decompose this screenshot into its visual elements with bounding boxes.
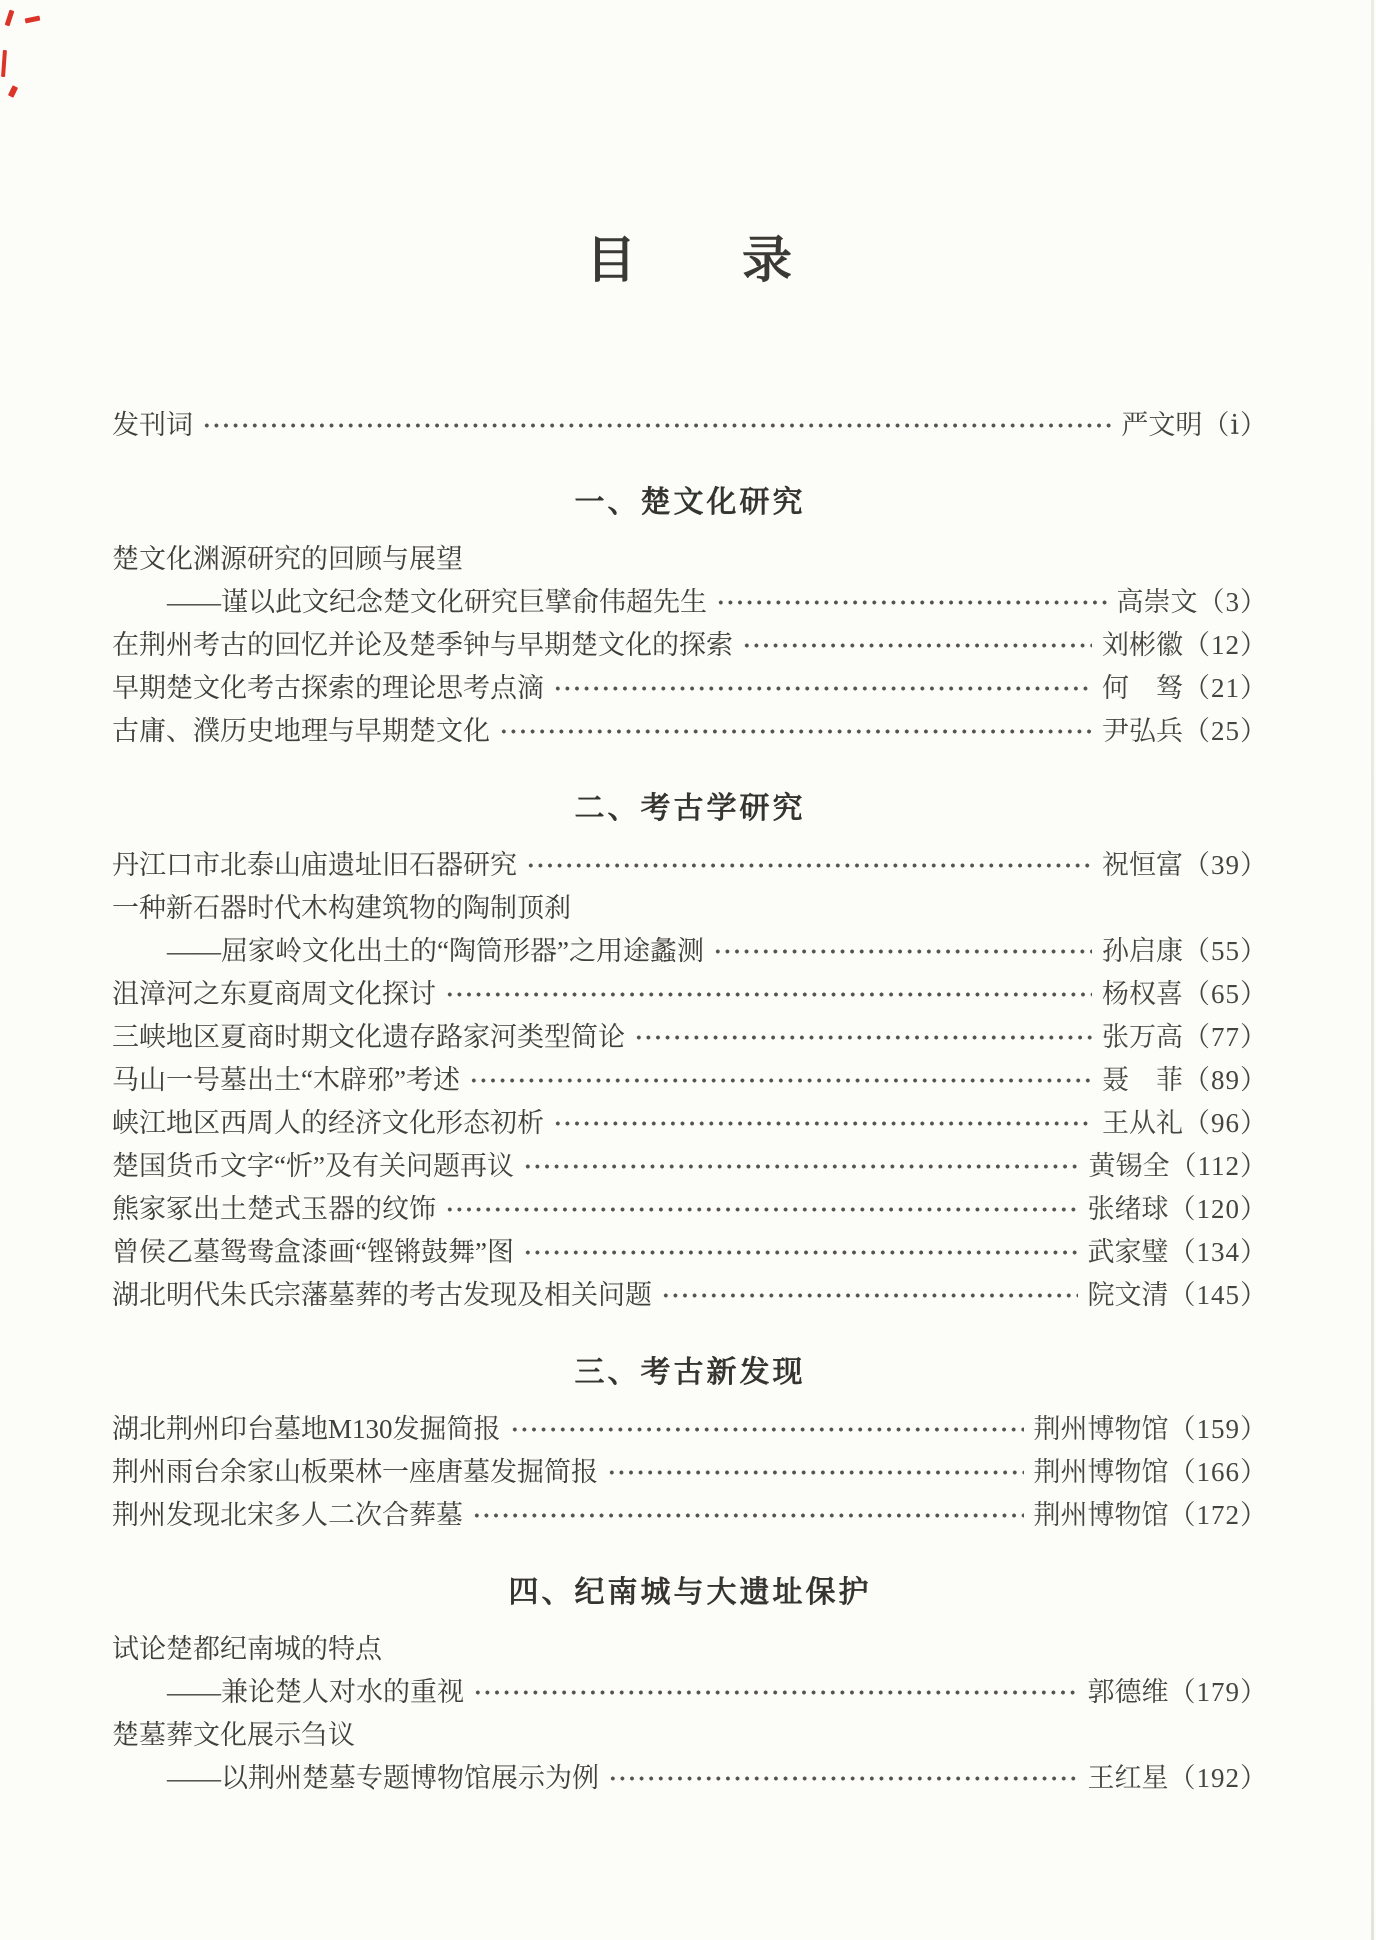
entry-title: ——谨以此文纪念楚文化研究巨擘俞伟超先生 — [167, 587, 707, 617]
entry-author: 黄锡全 — [1088, 1151, 1170, 1181]
toc-entry-row — [112, 1274, 1268, 1317]
entry-author: 严文明 — [1121, 410, 1203, 440]
entry-page-number: （21） — [1183, 673, 1268, 703]
entry-page-number: （65） — [1183, 979, 1268, 1009]
toc-entry-row — [112, 973, 1268, 1016]
toc-entry-row — [112, 1059, 1268, 1102]
dot-leader — [716, 581, 1107, 624]
entry-author: 祝恒富 — [1102, 850, 1183, 880]
entry-title: 湖北明代朱氏宗藩墓葬的考古发现及相关问题 — [112, 1280, 652, 1310]
entry-author: 院文清 — [1087, 1280, 1169, 1310]
entry-title: ——以荆州楚墓专题博物馆展示为例 — [167, 1763, 599, 1793]
entry-author: 王红星 — [1087, 1763, 1169, 1793]
dot-leader — [526, 844, 1092, 887]
entry-author: 郭德维 — [1087, 1677, 1169, 1707]
entry-title: 沮漳河之东夏商周文化探讨 — [112, 979, 436, 1009]
toc-entry-row — [112, 538, 1268, 581]
entry-author: 孙启康 — [1102, 936, 1183, 966]
section-heading: 一、楚文化研究 — [574, 486, 806, 519]
entry-title: 荆州雨台余家山板栗林一座唐墓发掘简报 — [112, 1457, 598, 1487]
toc-entry-row — [112, 581, 1268, 624]
toc-entry-row — [112, 1231, 1268, 1274]
entry-author: 尹弘兵 — [1102, 716, 1183, 746]
entry-page-number: （179） — [1168, 1677, 1268, 1707]
section-heading: 四、纪南城与大遗址保护 — [508, 1576, 872, 1609]
dot-leader — [510, 1408, 1024, 1451]
entry-title: 早期楚文化考古探索的理论思考点滴 — [112, 673, 544, 703]
entry-author: 刘彬徽 — [1102, 630, 1183, 660]
toc-entry-row — [112, 1628, 1268, 1671]
dot-leader — [634, 1016, 1092, 1059]
dot-leader — [713, 930, 1092, 973]
dot-leader — [553, 1102, 1092, 1145]
entry-author: 荆州博物馆 — [1033, 1457, 1169, 1487]
entry-author: 何 驽 — [1102, 673, 1183, 703]
dot-leader — [553, 667, 1092, 710]
entry-page-number: （172） — [1168, 1500, 1268, 1530]
entry-author: 张绪球 — [1087, 1194, 1169, 1224]
toc-entry-row — [112, 624, 1268, 667]
entry-author: 武家璧 — [1087, 1237, 1169, 1267]
entry-page-number: （166） — [1168, 1457, 1268, 1487]
toc-entry-row — [112, 844, 1268, 887]
entry-title: 曾侯乙墓鸳鸯盒漆画“铿锵鼓舞”图 — [112, 1237, 514, 1267]
dot-leader — [445, 1188, 1078, 1231]
red-scan-artifact — [25, 15, 41, 23]
toc-entry-row — [112, 1188, 1268, 1231]
entry-author: 王从礼 — [1102, 1108, 1183, 1138]
entry-title: 在荆州考古的回忆并论及楚季钟与早期楚文化的探索 — [112, 630, 733, 660]
dot-leader — [472, 1494, 1024, 1537]
entry-title: 发刊词 — [112, 410, 193, 440]
section-heading: 三、考古新发现 — [574, 1356, 806, 1389]
entry-page-number: （145） — [1168, 1280, 1268, 1310]
entry-page-number: （89） — [1183, 1065, 1268, 1095]
entry-page-number: （77） — [1183, 1022, 1268, 1052]
entry-page-number: （ⅰ） — [1202, 410, 1268, 440]
entry-page-number: （112） — [1169, 1151, 1268, 1181]
toc-entry-row — [112, 1451, 1268, 1494]
toc-entry-row — [112, 1145, 1268, 1188]
entry-author: 高崇文 — [1116, 587, 1198, 617]
entry-author: 荆州博物馆 — [1033, 1500, 1169, 1530]
toc-entry-row — [112, 1671, 1268, 1714]
entry-title: 楚墓葬文化展示刍议 — [112, 1720, 355, 1750]
dot-leader — [202, 404, 1111, 447]
entry-author: 张万高 — [1102, 1022, 1183, 1052]
entry-page-number: （96） — [1183, 1108, 1268, 1138]
dot-leader — [523, 1231, 1078, 1274]
dot-leader — [473, 1671, 1078, 1714]
toc-entry-row — [112, 1757, 1268, 1800]
entry-author: 杨权喜 — [1102, 979, 1183, 1009]
dot-leader — [469, 1059, 1092, 1102]
entry-title: 古庸、濮历史地理与早期楚文化 — [112, 716, 490, 746]
entry-title: 丹江口市北泰山庙遗址旧石器研究 — [112, 850, 517, 880]
toc-entry-row — [112, 1102, 1268, 1145]
dot-leader — [607, 1451, 1024, 1494]
page-content — [112, 0, 1268, 1800]
entry-title: 峡江地区西周人的经济文化形态初析 — [112, 1108, 544, 1138]
entry-page-number: （159） — [1168, 1414, 1268, 1444]
toc-entry-row — [112, 1408, 1268, 1451]
entry-page-number: （3） — [1197, 587, 1268, 617]
entry-author: 荆州博物馆 — [1033, 1414, 1169, 1444]
toc-entry-row — [112, 404, 1268, 447]
dot-leader — [661, 1274, 1078, 1317]
dot-leader — [742, 624, 1092, 667]
dot-leader — [523, 1145, 1079, 1188]
entry-title: 一种新石器时代木构建筑物的陶制顶刹 — [112, 893, 571, 923]
dot-leader — [608, 1757, 1078, 1800]
entry-page-number: （39） — [1183, 850, 1268, 880]
entry-author: 聂 菲 — [1102, 1065, 1183, 1095]
red-scan-artifact — [1, 50, 7, 77]
scan-edge-shadow — [1371, 0, 1374, 1940]
entry-title: ——屈家岭文化出土的“陶筒形器”之用途蠡测 — [167, 936, 704, 966]
entry-title: 湖北荆州印台墓地M130发掘简报 — [112, 1414, 501, 1444]
toc-entry-row — [112, 667, 1268, 710]
entry-title: 马山一号墓出土“木辟邪”考述 — [112, 1065, 460, 1095]
entry-page-number: （192） — [1168, 1763, 1268, 1793]
toc-entry-row — [112, 710, 1268, 753]
entry-title: 楚国货币文字“忻”及有关问题再议 — [112, 1151, 514, 1181]
toc-entry-row — [112, 1016, 1268, 1059]
entry-title: 楚文化渊源研究的回顾与展望 — [112, 544, 463, 574]
dot-leader — [445, 973, 1092, 1016]
red-scan-artifact — [8, 85, 18, 98]
entry-title: 荆州发现北宋多人二次合葬墓 — [112, 1500, 463, 1530]
toc-entry-row — [112, 887, 1268, 930]
toc-list — [112, 404, 1268, 1800]
toc-entry-row — [112, 1494, 1268, 1537]
toc-entry-row — [112, 930, 1268, 973]
entry-page-number: （55） — [1183, 936, 1268, 966]
entry-title: 试论楚都纪南城的特点 — [112, 1634, 382, 1664]
red-scan-artifact — [5, 10, 15, 27]
entry-title: 三峡地区夏商时期文化遗存路家河类型简论 — [112, 1022, 625, 1052]
section-heading: 二、考古学研究 — [574, 792, 806, 825]
entry-page-number: （120） — [1168, 1194, 1268, 1224]
entry-page-number: （25） — [1183, 716, 1268, 746]
toc-entry-row — [112, 1714, 1268, 1757]
entry-title: 熊家冢出土楚式玉器的纹饰 — [112, 1194, 436, 1224]
dot-leader — [499, 710, 1092, 753]
entry-page-number: （12） — [1183, 630, 1268, 660]
entry-title: ——兼论楚人对水的重视 — [167, 1677, 464, 1707]
page-title: 目 录 — [586, 232, 794, 288]
entry-page-number: （134） — [1168, 1237, 1268, 1267]
